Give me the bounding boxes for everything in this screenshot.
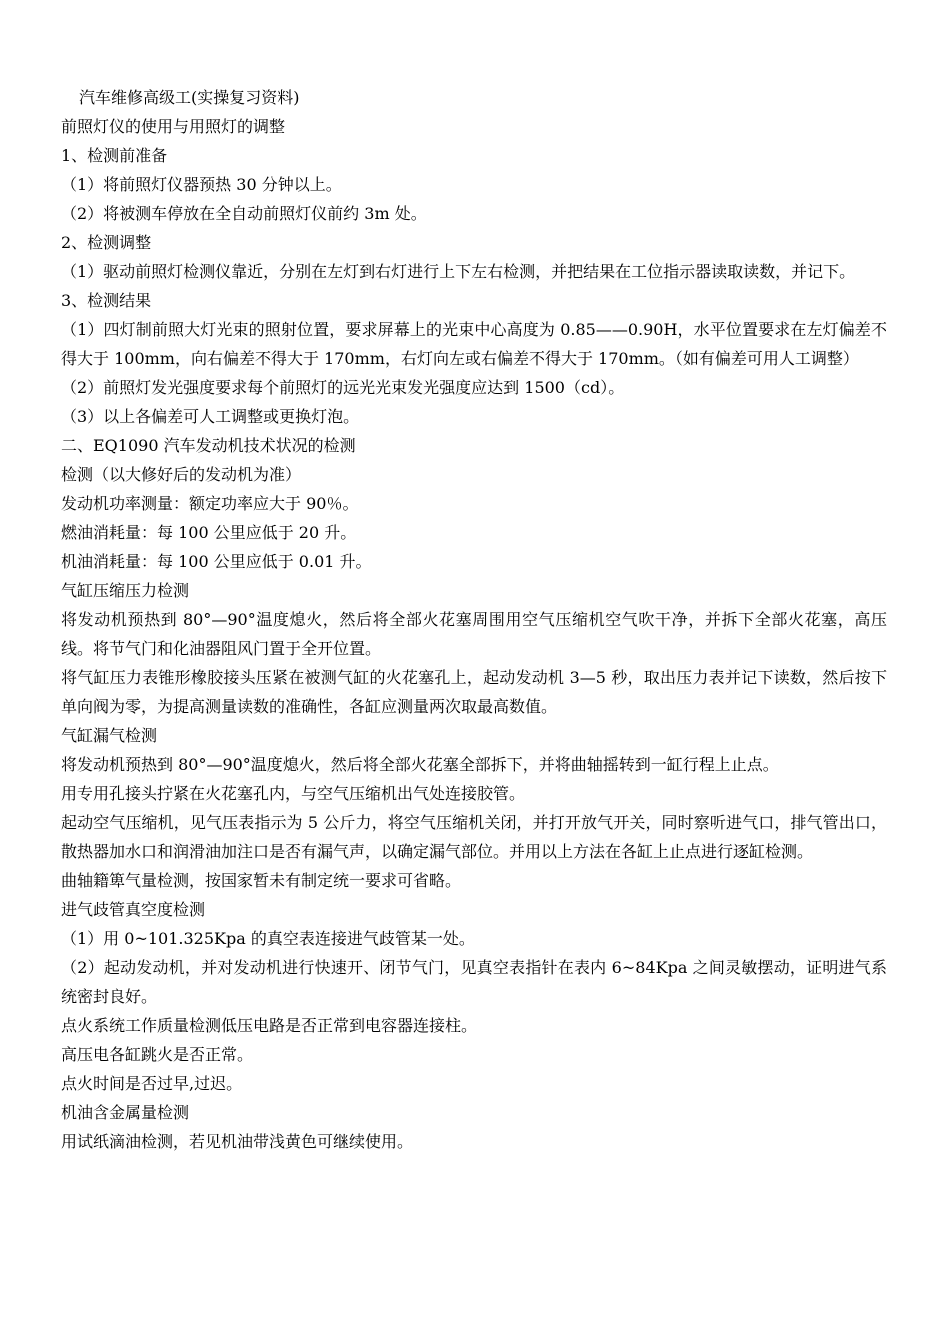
paragraph: 点火时间是否过早,过迟。 bbox=[61, 1074, 243, 1093]
paragraph: 用试纸滴油检测，若见机油带浅黄色可继续使用。 bbox=[61, 1132, 414, 1151]
paragraph: 高压电各缸跳火是否正常。 bbox=[61, 1045, 254, 1064]
paragraph: （2）起动发动机，并对发动机进行快速开、闭节气门，见真空表指针在表内 6~84Kpa 之间灵敏摆动，证明进气系统密封良好。 bbox=[61, 958, 887, 1006]
subsection-heading: 2、检测调整 bbox=[61, 233, 152, 252]
paragraph: 将气缸压力表锥形橡胶接头压紧在被测气缸的火花塞孔上，起动发动机 3—5 秒，取出压力表并记下读数，然后按下单向阀为零，为提高测量读数的准确性，各缸应测量两次取最高数值。 bbox=[61, 668, 887, 716]
paragraph: （1）将前照灯仪器预热 30 分钟以上。 bbox=[61, 175, 342, 194]
paragraph: （1）用 0~101.325Kpa 的真空表连接进气歧管某一处。 bbox=[61, 929, 475, 948]
paragraph: 检测（以大修好后的发动机为准） bbox=[61, 465, 302, 484]
document-title: 汽车维修高级工(实操复习资料) bbox=[79, 88, 300, 107]
paragraph: 将发动机预热到 80°—90°温度熄火，然后将全部火花塞周围用空气压缩机空气吹干净，并拆下全部火花塞，高压线。将节气门和化油器阻风门置于全开位置。 bbox=[61, 610, 887, 658]
paragraph: （2）前照灯发光强度要求每个前照灯的远光光束发光强度应达到 1500（cd）。 bbox=[61, 378, 625, 397]
subsection-heading: 气缸漏气检测 bbox=[61, 726, 158, 745]
paragraph: 用专用孔接头拧紧在火花塞孔内，与空气压缩机出气处连接胶管。 bbox=[61, 784, 526, 803]
paragraph: 机油消耗量：每 100 公里应低于 0.01 升。 bbox=[61, 552, 372, 571]
section-heading: 二、EQ1090 汽车发动机技术状况的检测 bbox=[61, 436, 356, 455]
paragraph: （1）驱动前照灯检测仪靠近，分别在左灯到右灯进行上下左右检测，并把结果在工位指示器读取读数，并记下。 bbox=[61, 262, 856, 281]
paragraph: 发动机功率测量：额定功率应大于 90％。 bbox=[61, 494, 359, 513]
subsection-heading: 进气歧管真空度检测 bbox=[61, 900, 206, 919]
subsection-heading: 1、检测前准备 bbox=[61, 146, 168, 165]
paragraph: （3）以上各偏差可人工调整或更换灯泡。 bbox=[61, 407, 360, 426]
paragraph: （1）四灯制前照大灯光束的照射位置，要求屏幕上的光束中心高度为 0.85——0.90H，水平位置要求在左灯偏差不得大于 100mm，向右偏差不得大于 170mm，右灯向左或右偏差不得大于 170mm。（如有偏差可用人工调整） bbox=[61, 320, 887, 368]
paragraph: 燃油消耗量：每 100 公里应低于 20 升。 bbox=[61, 523, 357, 542]
paragraph: 起动空气压缩机，见气压表指示为 5 公斤力，将空气压缩机关闭，并打开放气开关，同时察听进气口，排气管出口，散热器加水口和润滑油加注口是否有漏气声，以确定漏气部位。并用以上方法在各缸上止点进行逐缸检测。 bbox=[61, 813, 887, 861]
subsection-heading: 气缸压缩压力检测 bbox=[61, 581, 190, 600]
section-heading: 前照灯仪的使用与用照灯的调整 bbox=[61, 117, 286, 136]
subsection-heading: 3、检测结果 bbox=[61, 291, 152, 310]
subsection-heading: 机油含金属量检测 bbox=[61, 1103, 190, 1122]
paragraph: 点火系统工作质量检测低压电路是否正常到电容器连接柱。 bbox=[61, 1016, 478, 1035]
paragraph: 将发动机预热到 80°—90°温度熄火，然后将全部火花塞全部拆下，并将曲轴摇转到一缸行程上止点。 bbox=[61, 755, 779, 774]
paragraph: （2）将被测车停放在全自动前照灯仪前约 3m 处。 bbox=[61, 204, 427, 223]
document-page bbox=[61, 83, 887, 1156]
paragraph: 曲轴籍箄气量检测，按国家暂未有制定统一要求可省略。 bbox=[61, 871, 462, 890]
